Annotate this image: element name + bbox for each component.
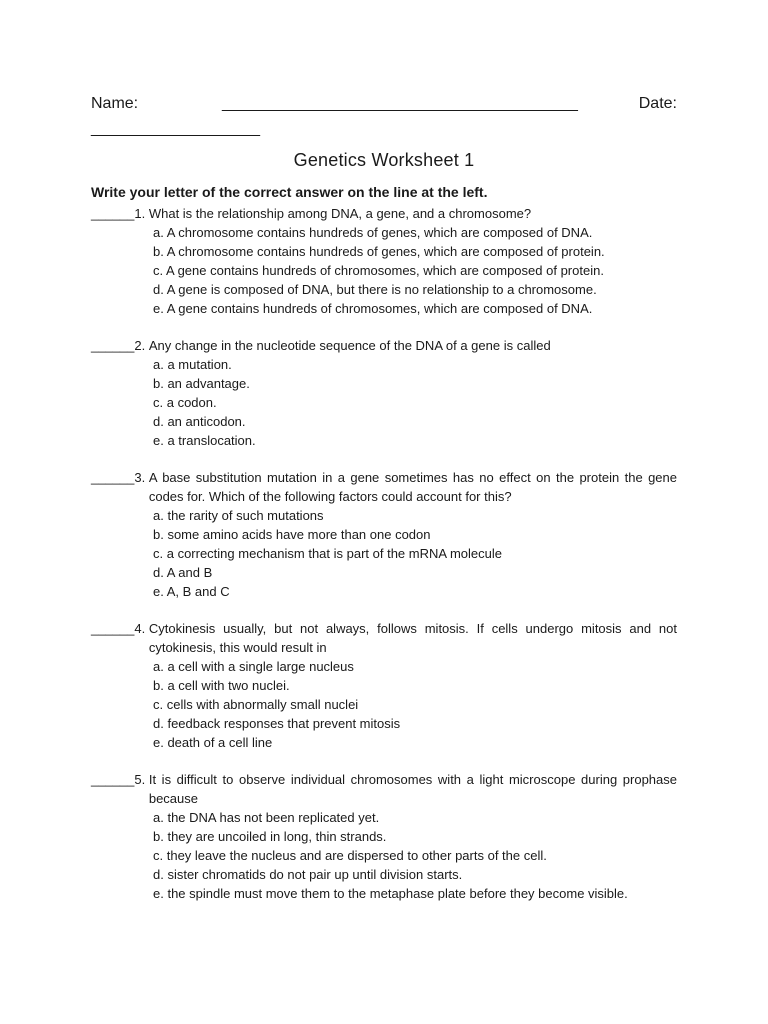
name-date-row (91, 95, 677, 115)
name-blank-line: ________________________________________ (222, 95, 578, 112)
answer-option: a. A chromosome contains hundreds of genes, which are composed of DNA. (153, 225, 593, 240)
answer-option: e. a translocation. (153, 433, 256, 448)
instructions: Write your letter of the correct answer on the line at the left. (91, 184, 488, 200)
question-text: A base substitution mutation in a gene sometimes has no effect on the protein the gene codes for. Which of the following factors could account for this? (148, 470, 677, 504)
name-label: Name: (91, 95, 139, 112)
question-text: It is difficult to observe individual chromosomes with a light microscope during prophase because (148, 772, 677, 806)
answer-option: d. an anticodon. (153, 414, 246, 429)
answer-blank-number: ______2. (91, 338, 149, 353)
answer-blank-number: ______4. (91, 621, 149, 636)
answer-option: c. they leave the nucleus and are dispersed to other parts of the cell. (153, 848, 547, 863)
answer-option: b. some amino acids have more than one codon (153, 527, 431, 542)
question-stem (91, 619, 677, 657)
question-2 (91, 336, 677, 450)
answer-options (91, 657, 677, 752)
question-text: Cytokinesis usually, but not always, follows mitosis. If cells undergo mitosis and not cytokinesis, this would result in (148, 621, 677, 655)
answer-option: a. the DNA has not been replicated yet. (153, 810, 380, 825)
question-stem (91, 770, 677, 808)
answer-option: c. A gene contains hundreds of chromosomes, which are composed of protein. (153, 263, 604, 278)
question-text: Any change in the nucleotide sequence of the DNA of a gene is called (148, 338, 551, 353)
answer-option: d. feedback responses that prevent mitosis (153, 716, 401, 731)
answer-option: b. a cell with two nuclei. (153, 678, 290, 693)
question-stem (91, 336, 677, 355)
question-5 (91, 770, 677, 903)
answer-blank-number: ______1. (91, 206, 149, 221)
answer-option: a. a mutation. (153, 357, 232, 372)
answer-option: e. the spindle must move them to the metaphase plate before they become visible. (153, 886, 628, 901)
answer-option: a. a cell with a single large nucleus (153, 659, 354, 674)
answer-option: c. a correcting mechanism that is part of the mRNA molecule (153, 546, 502, 561)
answer-option: e. A gene contains hundreds of chromosomes, which are composed of DNA. (153, 301, 593, 316)
question-3 (91, 468, 677, 601)
answer-options (91, 506, 677, 601)
answer-options (91, 355, 677, 450)
answer-option: d. sister chromatids do not pair up until division starts. (153, 867, 463, 882)
answer-option: e. death of a cell line (153, 735, 273, 750)
answer-option: b. A chromosome contains hundreds of genes, which are composed of protein. (153, 244, 605, 259)
worksheet-title: Genetics Worksheet 1 (293, 150, 475, 170)
date-label: Date: (638, 95, 677, 112)
answer-options (91, 223, 677, 318)
question-text: What is the relationship among DNA, a gene, and a chromosome? (148, 206, 532, 221)
date-blank-line: ___________________ (91, 120, 261, 137)
answer-option: a. the rarity of such mutations (153, 508, 324, 523)
answer-option: e. A, B and C (153, 584, 230, 599)
question-stem (91, 204, 677, 223)
question-list (91, 204, 677, 921)
question-stem (91, 468, 677, 506)
answer-options (91, 808, 677, 903)
answer-blank-number: ______3. (91, 470, 149, 485)
answer-option: c. cells with abnormally small nuclei (153, 697, 359, 712)
answer-option: b. they are uncoiled in long, thin strands. (153, 829, 387, 844)
answer-option: b. an advantage. (153, 376, 250, 391)
answer-option: d. A and B (153, 565, 213, 580)
answer-blank-number: ______5. (91, 772, 149, 787)
question-1 (91, 204, 677, 318)
answer-option: d. A gene is composed of DNA, but there is no relationship to a chromosome. (153, 282, 597, 297)
question-4 (91, 619, 677, 752)
answer-option: c. a codon. (153, 395, 217, 410)
